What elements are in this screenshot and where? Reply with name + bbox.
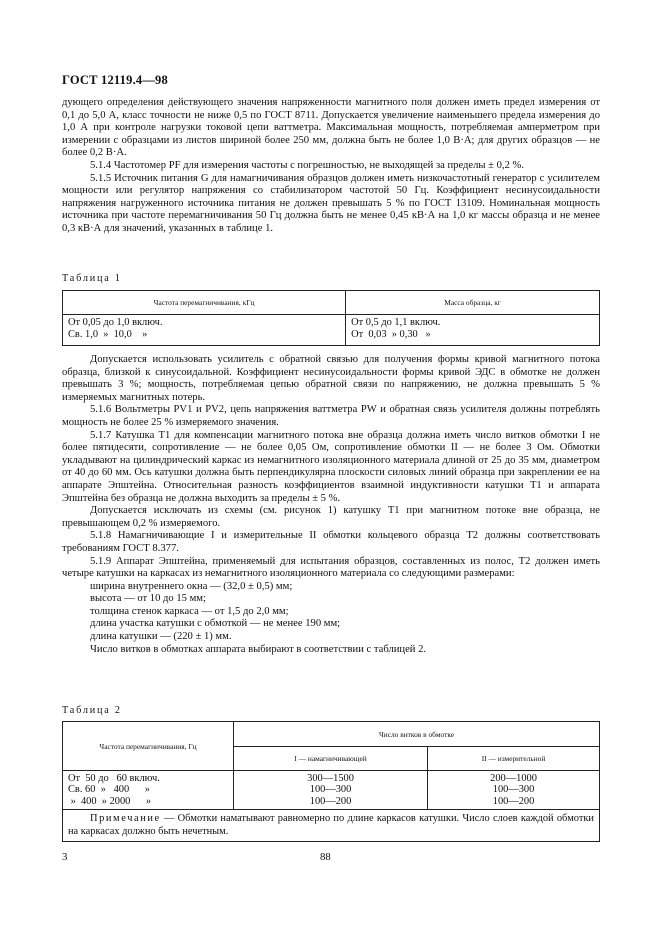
- list-item: толщина стенок каркаса — от 1,5 до 2,0 мм;: [90, 605, 289, 617]
- table2-cell: 100—200: [309, 795, 352, 807]
- note-label: Примечание: [90, 813, 161, 825]
- table2-col-freq: [63, 771, 234, 810]
- table2-header-group: Число витков в обмотке: [234, 722, 600, 747]
- text-block-mid: [62, 354, 600, 656]
- paragraph: Допускается использовать усилитель с обратной связью для получения формы кривой магнитного потока образца, близкой к синусоидальной. Коэффициент несинусоидальности формы кривой ЭДС в обмотке не должен превышать 3 %; мощность, потребляемая цепью обратной связи по напряжению, не должна превышать 5 % измеряемых магнитных потерь.: [62, 354, 600, 403]
- table2-header-i: I — намагничивающей: [234, 747, 428, 771]
- table2-cell: 100—300: [309, 784, 352, 796]
- page-header: ГОСТ 12119.4—98: [62, 73, 168, 87]
- table2-cell: 100—200: [492, 795, 535, 807]
- table1-header-mass: Масса образца, кг: [346, 291, 600, 315]
- table1: [62, 290, 600, 346]
- text-block-top: [62, 97, 600, 236]
- table1-header-freq: Частота перемагничивания, кГц: [63, 291, 346, 315]
- paragraph: Допускается исключать из схемы (см. рисунок 1) катушку T1 при магнитном потоке вне образца, не превышающем 0,2 % измеряемого.: [62, 505, 600, 529]
- list-item: высота — от 10 до 15 мм;: [90, 593, 206, 605]
- table2-cell: » 400 » 2000 »: [68, 795, 152, 807]
- paragraph: 5.1.5 Источник питания G для намагничивания образцов должен иметь низкочастотный генератор с усилителем мощности или регулятор напряжения со стабилизатором частотой 50 Гц. Коэффициент несинусоидальности напряжения нагруженного источника питания не должен превышать 5 % по ГОСТ 13109. Номинальная мощность источника при частоте перемагничивания 50 Гц должна быть не менее 0,45 кВ·А на 1,0 кг массы образца и не менее 0,3 кВ·А для значений, указанных в таблице 1.: [62, 172, 600, 234]
- paragraph: дующего определения действующего значения напряженности магнитного поля должен иметь предел измерения от 0,1 до 5,0 А, класс точности не ниже 0,5 по ГОСТ 8711. Допускается увеличение наименьшего предела измерения до 1,0 А при контроле нагрузки токовой цепи ваттметра. Максимальная мощность, потребляемая амперметром при измерении с образцами из листов шириной более 250 мм, должна быть не более 1,0 В·А; для других образцов — не более 0,2 В·А.: [62, 97, 600, 159]
- table2-cell: Св. 60 » 400 »: [68, 784, 150, 796]
- table2-col-ii: [428, 771, 600, 810]
- table2-cell: 200—1000: [490, 773, 537, 784]
- table1-cell: От 0,03 » 0,30 »: [351, 329, 431, 340]
- table1-cell: От 0,05 до 1,0 включ.: [68, 317, 163, 328]
- note-text: — Обмотки наматывают равномерно по длине каркасов катушки. Число слоев каждой обмотки на каркасах должно быть нечетным.: [68, 813, 594, 837]
- table2: [62, 721, 600, 842]
- paragraph: 5.1.4 Частотомер PF для измерения частоты с погрешностью, не выходящей за пределы ± 0,2 %.: [90, 159, 525, 171]
- table2-cell: 300—1500: [307, 773, 354, 784]
- table1-col-freq: [63, 315, 346, 346]
- table1-caption: Таблица 1: [62, 273, 122, 284]
- table2-caption: Таблица 2: [62, 705, 122, 716]
- list-item: длина участка катушки с обмоткой — не менее 190 мм;: [90, 618, 341, 630]
- paragraph: 5.1.8 Намагничивающие I и измерительные II обмотки кольцевого образца T2 должны соответствовать требованиям ГОСТ 8.377.: [62, 530, 600, 554]
- paragraph: 5.1.7 Катушка T1 для компенсации магнитного потока вне образца должна иметь число витков обмотки I не более пятидесяти, сопротивление — не более 0,05 Ом, сопротивление обмотки II — не более 3 Ом. Обмотки укладывают на цилиндрический каркас из немагнитного изоляционного материала длиной от 25 до 35 мм, диаметром от 40 до 60 мм. Ось катушки должна быть перпендикулярна плоскости силовых линий образца при закреплении ее на аппарате Эпштейна. Относительная разность коэффициентов взаимной индуктивности катушки T1 и аппарата Эпштейна без образца не должна выходить за пределы ± 5 %.: [62, 429, 600, 504]
- table1-cell: Св. 1,0 » 10,0 »: [68, 329, 148, 340]
- table2-cell: От 50 до 60 включ.: [68, 773, 160, 784]
- table2-header-freq: Частота перемагничивания, Гц: [63, 722, 234, 771]
- page-number-left: 3: [62, 851, 68, 863]
- table2-cell: 100—300: [492, 784, 535, 796]
- table2-col-i: [234, 771, 428, 810]
- list-item: ширина внутреннего окна — (32,0 ± 0,5) мм;: [90, 580, 293, 592]
- table2-note: [63, 810, 600, 842]
- list-item: длина катушки — (220 ± 1) мм.: [90, 631, 232, 643]
- paragraph: 5.1.6 Вольтметры PV1 и PV2, цепь напряжения ваттметра PW и обратная связь усилителя должны потреблять мощность не более 25 % измеряемого значения.: [62, 404, 600, 428]
- paragraph: 5.1.9 Аппарат Эпштейна, применяемый для испытания образцов, составленных из полос, T2 должен иметь четыре катушки на каркасах из немагнитного изоляционного материала со следующими размерами:: [62, 555, 600, 580]
- table1-col-mass: [346, 315, 600, 346]
- page-number-center: 88: [320, 851, 331, 863]
- table1-cell: От 0,5 до 1,1 включ.: [351, 317, 441, 328]
- table2-header-ii: II — измерительной: [428, 747, 600, 771]
- paragraph: Число витков в обмотках аппарата выбирают в соответствии с таблицей 2.: [90, 643, 427, 655]
